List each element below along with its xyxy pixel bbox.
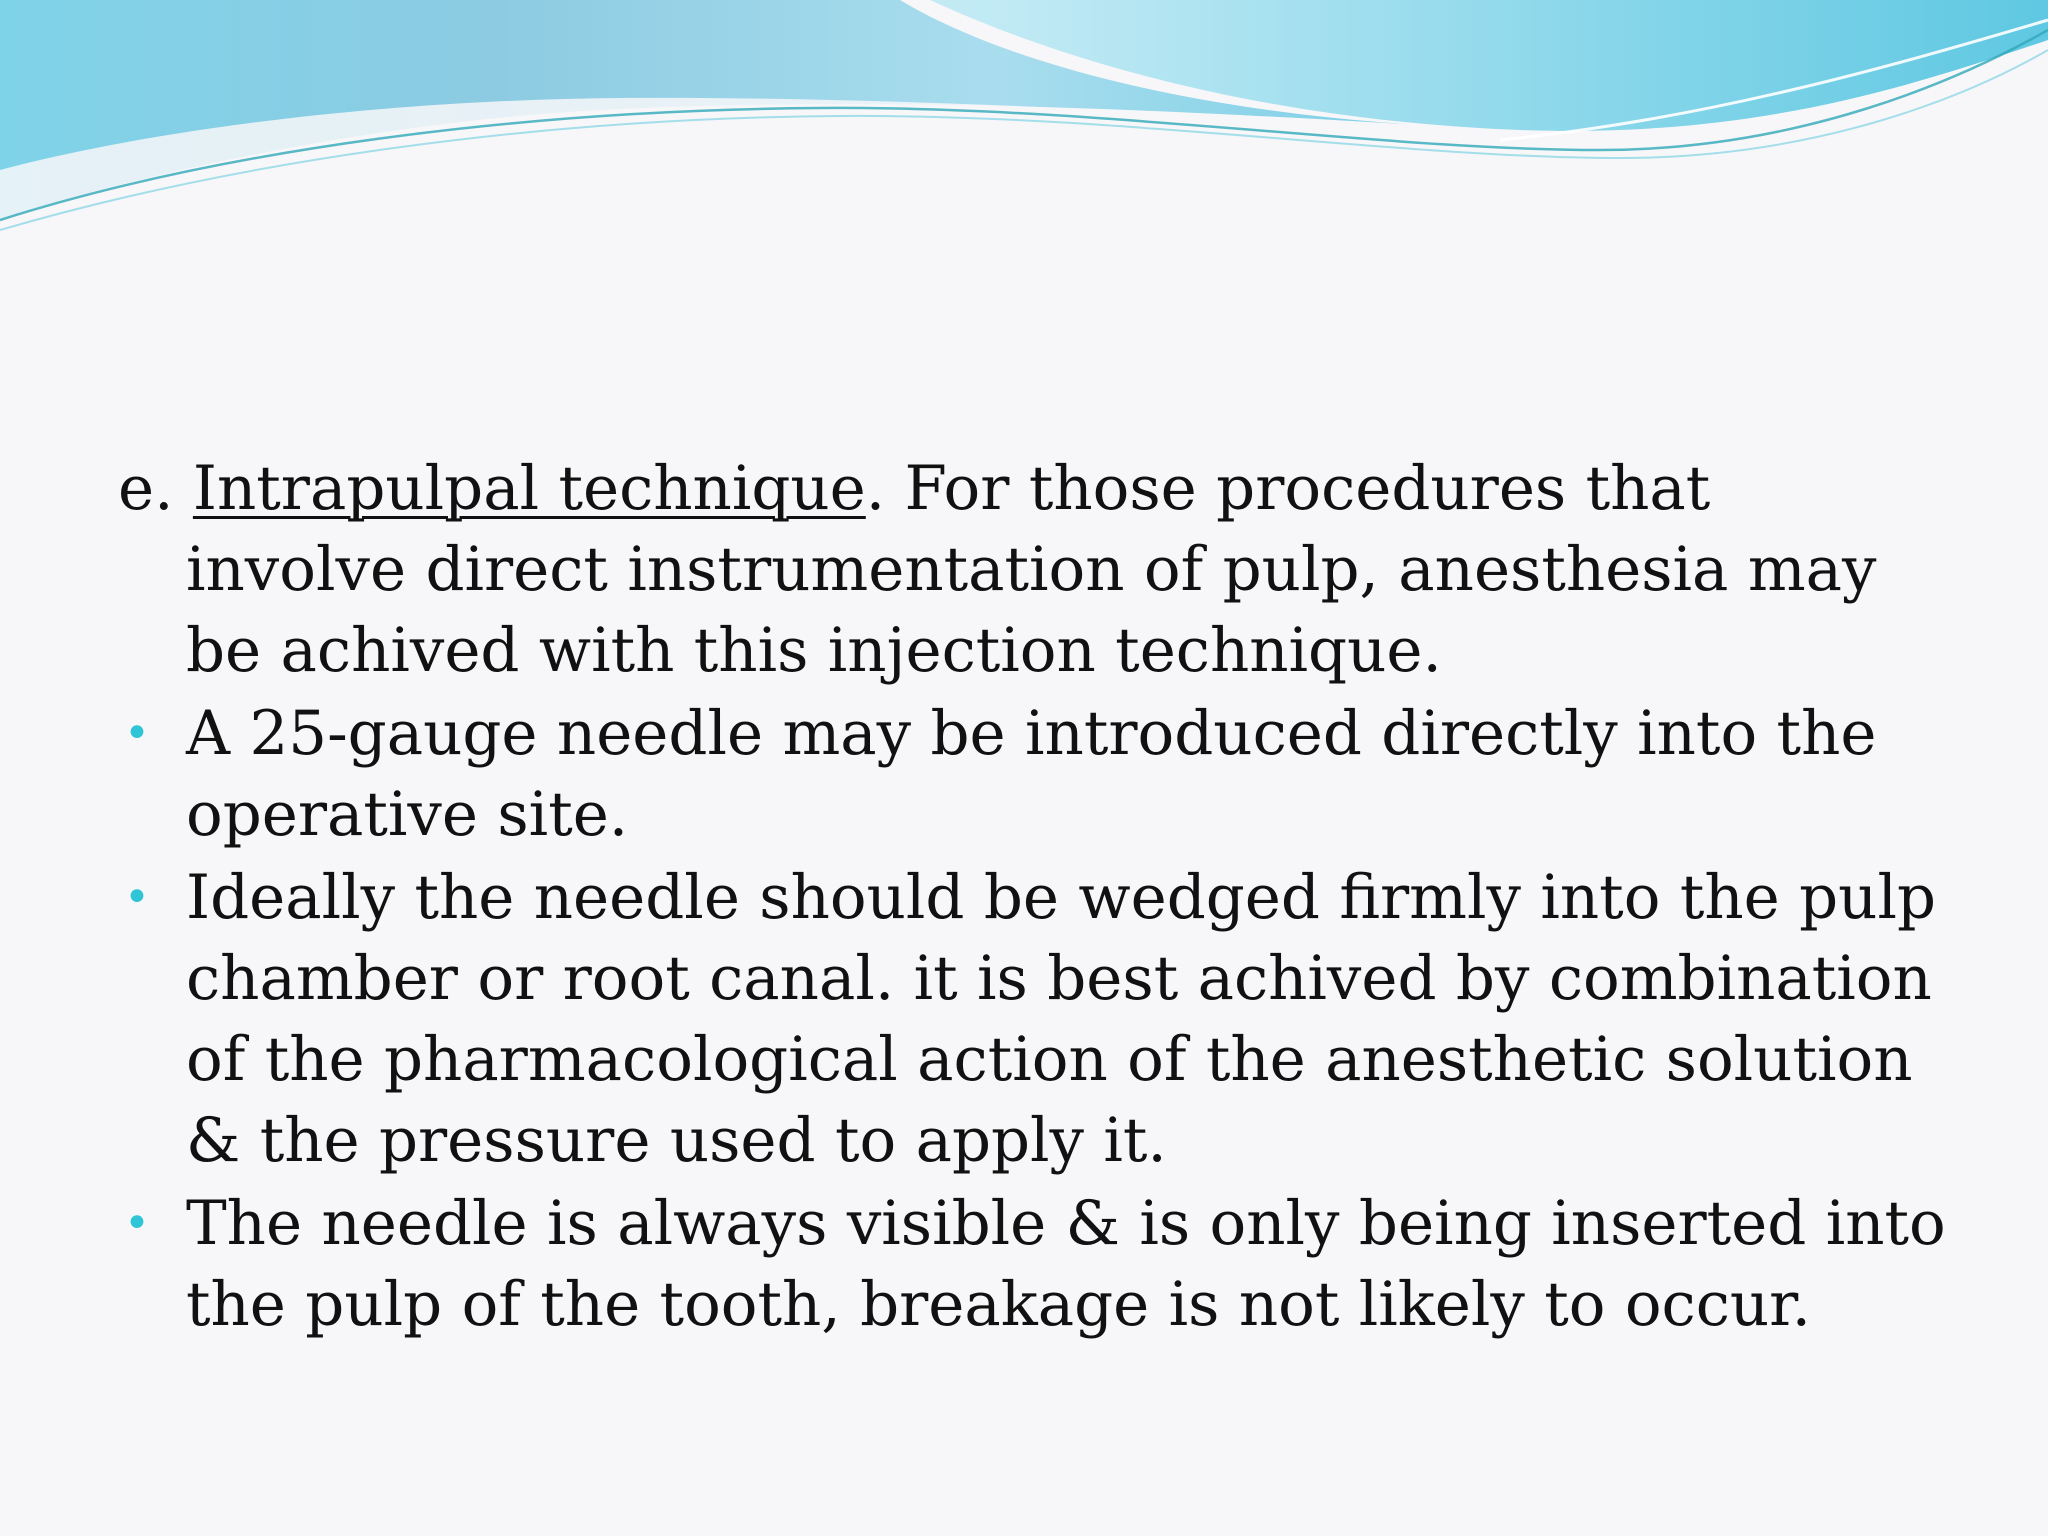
slide-body	[118, 448, 1948, 1347]
bullet-marker: •	[124, 1198, 150, 1249]
intro-heading: Intrapulpal technique	[192, 453, 866, 524]
intro-prefix: e.	[118, 453, 193, 524]
bullet-marker: •	[124, 872, 150, 923]
intro-text: . For those procedures that involve direct instrumentation of pulp, anesthesia may be achived with this injection technique.	[186, 453, 1877, 686]
intro-paragraph	[118, 448, 1948, 691]
bullet-item	[118, 693, 1948, 855]
bullet-item	[118, 1183, 1948, 1345]
bullet-text: A 25-gauge needle may be introduced directly into the operative site.	[186, 698, 1877, 850]
header-wave-decoration	[0, 0, 2048, 260]
bullet-marker: •	[124, 708, 150, 759]
bullet-text: Ideally the needle should be wedged firmly into the pulp chamber or root canal. it is best achived by combination of the pharmacological action of the anesthetic solution & the pressure used to apply it.	[186, 862, 1936, 1176]
bullet-item	[118, 857, 1948, 1181]
bullet-text: The needle is always visible & is only being inserted into the pulp of the tooth, breakage is not likely to occur.	[186, 1188, 1946, 1340]
